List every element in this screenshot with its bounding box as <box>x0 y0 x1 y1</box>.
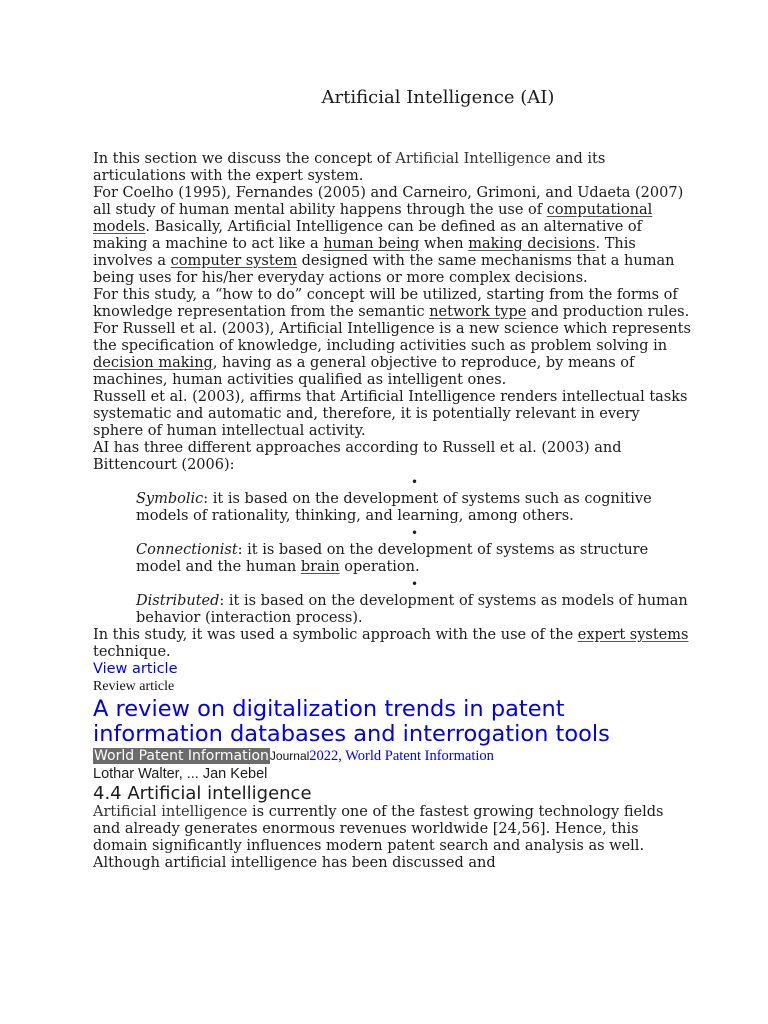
intro-paragraph-4: Russell et al. (2003), affirms that Artificial Intelligence renders intellectual tasks systematic and automatic and, therefore, it is potentially relevant in every sphere of human intellectual activity. <box>93 389 688 439</box>
intro-paragraph-3 <box>93 287 693 389</box>
approach-term: Connectionist <box>136 542 238 558</box>
view-article-link[interactable]: View article <box>93 661 178 677</box>
conclusion-paragraph <box>93 627 693 661</box>
text-span: and its articulations with the expert system. <box>93 151 606 184</box>
link-computer-system[interactable]: computer system <box>170 253 298 269</box>
list-item <box>93 474 693 525</box>
intro-paragraph-1 <box>93 151 693 185</box>
view-article-row <box>93 661 693 678</box>
text-span: For this study, a “how to do” concept will be utilized, starting from the forms of knowledge representation from the semantic <box>93 287 678 320</box>
text-span: , having as a general objective to reproduce, by means of machines, human activities qualified as intelligent ones. <box>93 355 635 388</box>
link-decision-making[interactable]: decision making <box>93 355 213 371</box>
article-authors: Lothar Walter, ... Jan Kebel <box>93 766 268 782</box>
link-human-being[interactable]: human being <box>323 236 420 252</box>
bullet-icon: • <box>410 475 419 489</box>
journal-year-source-link[interactable]: 2022, World Patent Information <box>309 748 494 764</box>
document-body <box>93 151 693 872</box>
text-span: In this study, it was used a symbolic approach with the use of the <box>93 627 578 643</box>
text-span: : it is based on the development of systems such as cognitive models of rationality, thinking, and learning, among others. <box>136 491 652 524</box>
list-item <box>93 576 693 627</box>
text-span: . Basically, Artificial Intelligence can be defined as an alternative of making a machine to act like a <box>93 219 642 252</box>
link-computational-models[interactable]: computational models <box>93 202 653 235</box>
text-span: when <box>419 236 469 252</box>
ai-term: Artificial Intelligence <box>395 151 551 167</box>
intro-paragraph-5: AI has three different approaches according to Russell et al. (2003) and Bittencourt (2006): <box>93 440 622 473</box>
link-network-type[interactable]: network type <box>429 304 527 320</box>
link-expert-systems[interactable]: expert systems <box>577 627 689 643</box>
text-span: : it is based on the development of systems as models of human behavior (interaction process). <box>136 593 688 626</box>
section-heading: 4.4 Artificial intelligence <box>93 783 312 804</box>
intro-paragraph-2 <box>93 185 693 287</box>
text-span: designed with the same mechanisms that a human being uses for his/her everyday actions or more complex decisions. <box>93 253 675 286</box>
approaches-list <box>93 474 693 627</box>
review-article-label: Review article <box>93 679 175 694</box>
text-span: . This involves a <box>93 236 636 269</box>
article-excerpt <box>93 804 693 872</box>
bullet-icon: • <box>410 526 419 540</box>
text-span: operation. <box>339 559 420 575</box>
text-span: : it is based on the development of systems as structure model and the human <box>136 542 649 575</box>
journal-tag: Journal <box>269 749 310 763</box>
ai-term: Artificial intelligence <box>93 804 248 820</box>
link-making-decisions[interactable]: making decisions <box>468 236 596 252</box>
bullet-icon: • <box>410 577 419 591</box>
list-item <box>93 525 693 576</box>
link-brain[interactable]: brain <box>300 559 340 575</box>
text-span: is currently one of the fastest growing technology fields and already generates enormous revenues worldwide [24,56]. Hence, this domain significantly influences modern patent search and analysis as well. Although artificial intelligence has been discussed and <box>93 804 664 871</box>
text-span: and production rules. For Russell et al. (2003), Artificial Intelligence is a new science which represents the specification of knowledge, including activities such as problem solving in <box>93 304 691 354</box>
journal-line <box>93 747 693 766</box>
text-span: technique. <box>93 644 171 660</box>
text-span: For Coelho (1995), Fernandes (2005) and Carneiro, Grimoni, and Udaeta (2007) all study of human mental ability happens through the use of <box>93 185 684 218</box>
article-title-link[interactable]: A review on digitalization trends in patent information databases and interrogation tools <box>93 696 610 747</box>
text-span: In this section we discuss the concept of <box>93 151 396 167</box>
page-title: Artificial Intelligence (AI) <box>321 87 555 108</box>
journal-name-badge[interactable]: World Patent Information <box>94 748 269 764</box>
approach-term: Symbolic <box>136 491 204 507</box>
approach-term: Distributed <box>136 593 220 609</box>
